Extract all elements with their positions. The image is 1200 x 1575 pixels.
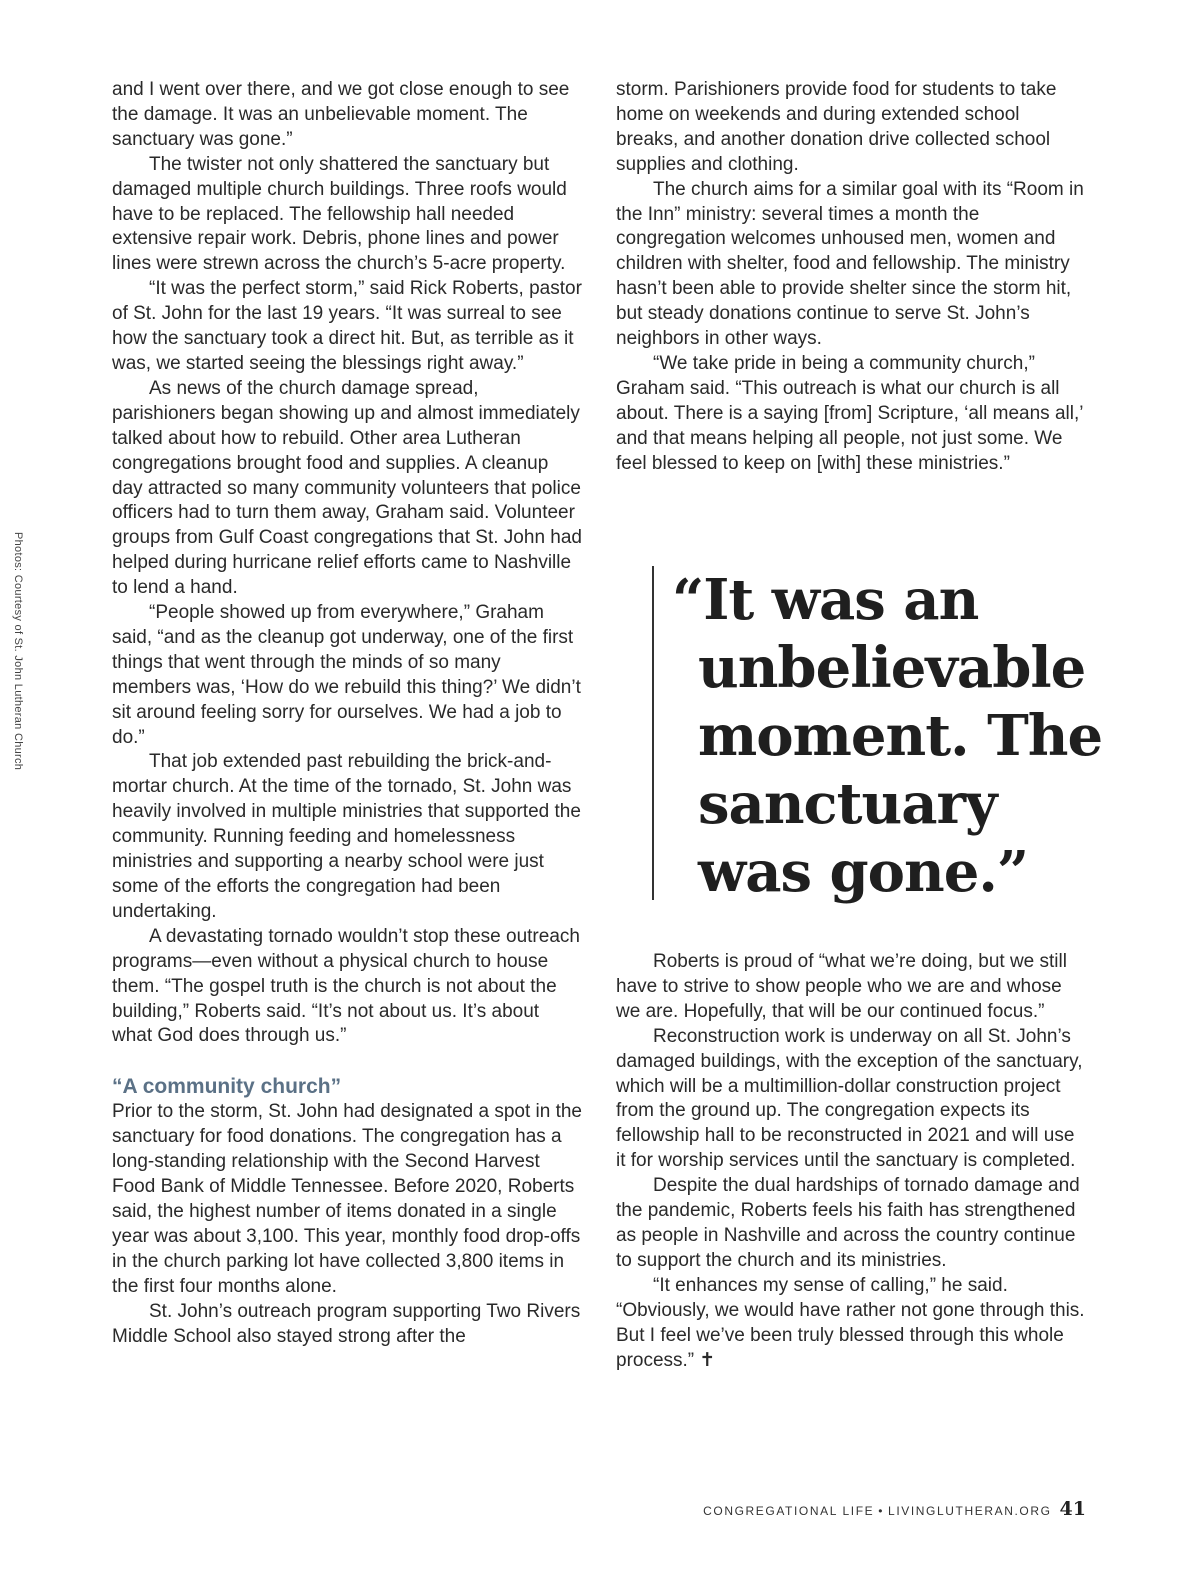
- cross-end-mark-icon: ✝: [699, 1349, 716, 1371]
- pull-quote-text: “It was an unbelievable moment. The sanctuary was gone.”: [672, 567, 1103, 905]
- footer-site: LIVINGLUTHERAN.ORG: [888, 1504, 1052, 1518]
- paragraph: [616, 1274, 1086, 1374]
- paragraph: The church aims for a similar goal with its “Room in the Inn” ministry: several times a month the congregation welcomes unhoused men, women and children with shelter, food and fellowship. The ministry hasn’t been able to provide shelter since the storm hit, but steady donations continue to serve St. John’s neighbors in other ways.: [616, 178, 1084, 350]
- footer-separator: •: [878, 1504, 885, 1518]
- paragraph: “People showed up from everywhere,” Graham said, “and as the cleanup got underway, one of the first things that went through the minds of so many members was, ‘How do we rebuild this thing?’ We didn’t sit around feeling sorry for ourselves. We had a job to do.”: [112, 602, 581, 748]
- paragraph: The twister not only shattered the sanctuary but damaged multiple church buildings. Three roofs would have to be replaced. The fellowship hall needed extensive repair work. Debris, phone lines and power lines were strewn across the church’s 5-acre property.: [112, 153, 567, 275]
- paragraph: Roberts is proud of “what we’re doing, but we still have to strive to show people who we are and whose we are. Hopefully, that will be our continued focus.”: [616, 951, 1067, 1022]
- paragraph: storm. Parishioners provide food for students to take home on weekends and during extended school breaks, and another donation drive collected school supplies and clothing.: [616, 79, 1057, 175]
- paragraph: Prior to the storm, St. John had designated a spot in the sanctuary for food donations. The congregation has a long-standing relationship with the Second Harvest Food Bank of Middle Tennessee. Before 2020, Roberts said, the highest number of items donated in a single year was about 3,100. This year, monthly food drop-offs in the church parking lot have collected 3,800 items in the first four months alone.: [112, 1101, 582, 1297]
- right-column-top: [616, 78, 1086, 477]
- paragraph: As news of the church damage spread, parishioners began showing up and almost immediately talked about how to rebuild. Other area Lutheran congregations brought food and supplies. A cleanup day attracted so many community volunteers that police officers had to turn them away, Graham said. Volunteer groups from Gulf Coast congregations that St. John had helped during hurricane relief efforts came to Nashville to lend a hand.: [112, 377, 582, 599]
- footer-section: CONGREGATIONAL LIFE: [703, 1504, 875, 1518]
- page-number: 41: [1059, 1498, 1086, 1520]
- photo-credit: Photos: Courtesy of St. John Lutheran Church: [12, 532, 24, 771]
- paragraph: “It was the perfect storm,” said Rick Roberts, pastor of St. John for the last 19 years. “It was surreal to see how the sanctuary took a direct hit. But, as terrible as it was, we started seeing the blessings right away.”: [112, 278, 582, 374]
- right-column-bottom: [616, 950, 1086, 1373]
- left-column: [112, 78, 582, 1349]
- closing-paragraph-text: “It enhances my sense of calling,” he said. “Obviously, we would have rather not gone through this. But I feel we’ve been truly blessed through this whole process.”: [616, 1274, 1085, 1371]
- paragraph: Despite the dual hardships of tornado damage and the pandemic, Roberts feels his faith has strengthened as people in Nashville and across the country continue to support the church and its ministries.: [616, 1175, 1080, 1271]
- paragraph: St. John’s outreach program supporting Two Rivers Middle School also stayed strong after the: [112, 1300, 581, 1347]
- page-footer: [703, 1498, 1086, 1520]
- section-subhead: “A community church”: [112, 1075, 342, 1099]
- pull-quote: [652, 566, 1103, 905]
- paragraph: “We take pride in being a community church,” Graham said. “This outreach is what our church is all about. There is a saying [from] Scripture, ‘all means all,’ and that means helping all people, not just some. We feel blessed to keep on [with] these ministries.”: [616, 352, 1083, 474]
- paragraph: and I went over there, and we got close enough to see the damage. It was an unbelievable moment. The sanctuary was gone.”: [112, 79, 570, 150]
- paragraph: A devastating tornado wouldn’t stop these outreach programs—even without a physical church to house them. “The gospel truth is the church is not about the building,” Roberts said. “It’s not about us. It’s about what God does through us.”: [112, 925, 580, 1047]
- paragraph: Reconstruction work is underway on all St. John’s damaged buildings, with the exception of the sanctuary, which will be a multimillion-dollar construction project from the ground up. The congregation expects its fellowship hall to be reconstructed in 2021 and will use it for worship services until the sanctuary is completed.: [616, 1025, 1083, 1172]
- paragraph: That job extended past rebuilding the brick-and-mortar church. At the time of the tornado, St. John was heavily involved in multiple ministries that supported the community. Running feeding and homelessness ministries and supporting a nearby school were just some of the efforts the congregation had been undertaking.: [112, 751, 581, 922]
